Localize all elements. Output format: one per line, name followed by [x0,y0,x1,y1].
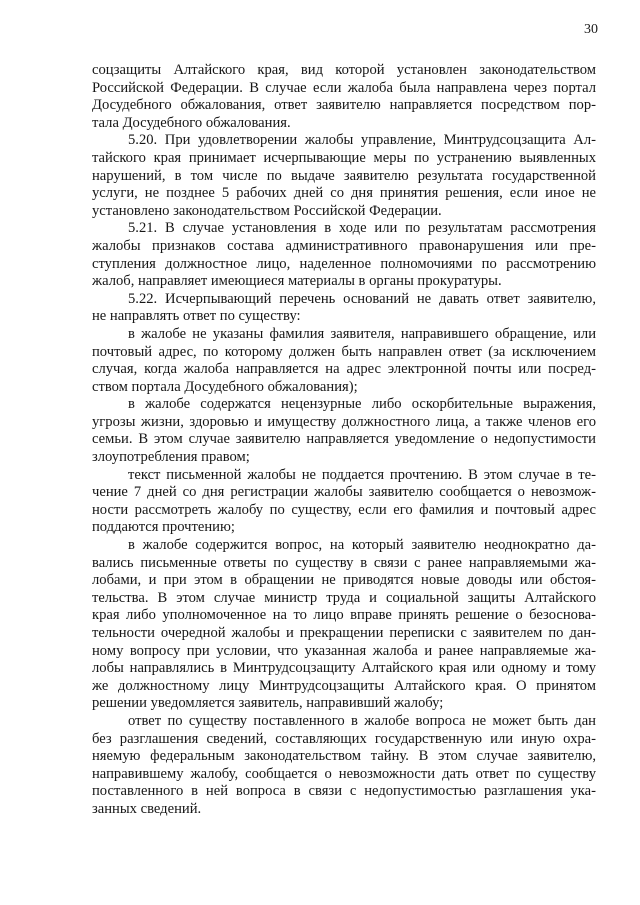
text-line: решении уведомляется заявитель, направивший жалобу; [92,695,444,712]
text-line: 5.22. Исчерпывающий перечень оснований не давать ответ заявителю, [128,290,596,307]
text-line: услуги, не позднее 5 рабочих дней со дня принятия решения, если иное не [92,185,596,202]
text-line: ному вопросу при условии, что указанная жалоба и ранее направляемые жа- [92,642,596,659]
text-line: 5.20. При удовлетворении жалобы управление, Минтрудсоцзащита Ал- [128,132,596,149]
text-line: тайского края принимает исчерпывающие меры по устранению выявленных [92,149,596,166]
text-line: 5.21. В случае установления в ходе или по результатам рассмотрения [128,220,596,237]
text-line: жалобы признаков состава административного правонарушения или пре- [92,237,596,254]
document-body [92,62,596,819]
text-line: почтовый адрес, по которому должен быть направлен ответ (за исключением [92,343,596,360]
text-line: вались письменные ответы по существу в связи с ранее направляемыми жа- [92,554,596,571]
text-line: угрозы жизни, здоровью и имуществу должностного лица, а также членов его [92,413,596,430]
text-line: в жалобе содержится вопрос, на который заявителю неоднократно да- [128,537,596,554]
text-line: тельности очередной жалобы и прекращении переписки с заявителем по дан- [92,625,596,641]
text-line: текст письменной жалобы не поддается прочтению. В этом случае в те- [128,466,596,483]
text-line: Российской Федерации. В случае если жалоба была направлена через портал [92,79,596,96]
text-line: установлено законодательством Российской Федерации. [92,202,442,219]
text-line: ответ по существу поставленного в жалобе вопроса не может быть дан [128,712,596,729]
text-line: злоупотребления правом; [92,449,250,466]
text-line: семьи. В этом случае заявителю направляется уведомление о недопустимости [92,431,596,448]
text-line: занных сведений. [92,800,202,817]
text-line: няемую федеральным законодательством тайну. В этом случае заявителю, [92,748,596,765]
text-line: тельства. В этом случае министр труда и социальной защиты Алтайского [92,589,596,606]
text-line: поддаются прочтению; [92,519,235,536]
text-line: Досудебного обжалования, ответ заявителю направляется посредством пор- [92,97,596,114]
text-line: ступления должностное лицо, наделенное полномочиями по рассмотрению [92,255,596,272]
text-line: же должностному лицу Минтрудсоцзащиты Алтайского края. О принятом [92,677,596,694]
text-line: в жалобе содержатся нецензурные либо оскорбительные выражения, [128,396,596,413]
text-line: без разглашения сведений, составляющих государственную или иную охра- [92,730,596,747]
text-line: в жалобе не указаны фамилия заявителя, направившего обращение, или [128,325,596,342]
text-line: лобами, и при этом в обращении не приводятся новые доводы или обстоя- [92,572,596,589]
page-number: 30 [584,22,598,37]
text-line: края либо уполномоченное на то лицо вправе принять решение о безоснова- [92,607,596,624]
text-line: поставленного в ней вопроса в связи с недопустимостью разглашения ука- [92,783,596,800]
text-line: лобы направлялись в Минтрудсоцзащиту Алтайского края или одному и тому [92,660,596,677]
text-line: чение 7 дней со дня регистрации жалобы заявителю сообщается о невозмож- [92,484,596,501]
text-line: не направлять ответ по существу: [92,308,301,325]
text-line: случая, когда жалоба направляется на адрес электронной почты или посред- [92,361,596,378]
text-line: нарушений, в том числе по выдаче заявителю результата государственной [92,167,596,184]
text-line: соцзащиты Алтайского края, вид которой установлен законодательством [92,62,596,78]
text-line: ством портала Досудебного обжалования); [92,378,358,395]
text-line: тала Досудебного обжалования. [92,114,291,131]
text-line: жалоб, направляет имеющиеся материалы в органы прокуратуры. [92,273,502,290]
text-line: ности рассмотреть жалобу по существу, если его фамилия и почтовый адрес [92,501,596,518]
text-line: направившему жалобу, сообщается о невозможности дать ответ по существу [92,765,596,782]
